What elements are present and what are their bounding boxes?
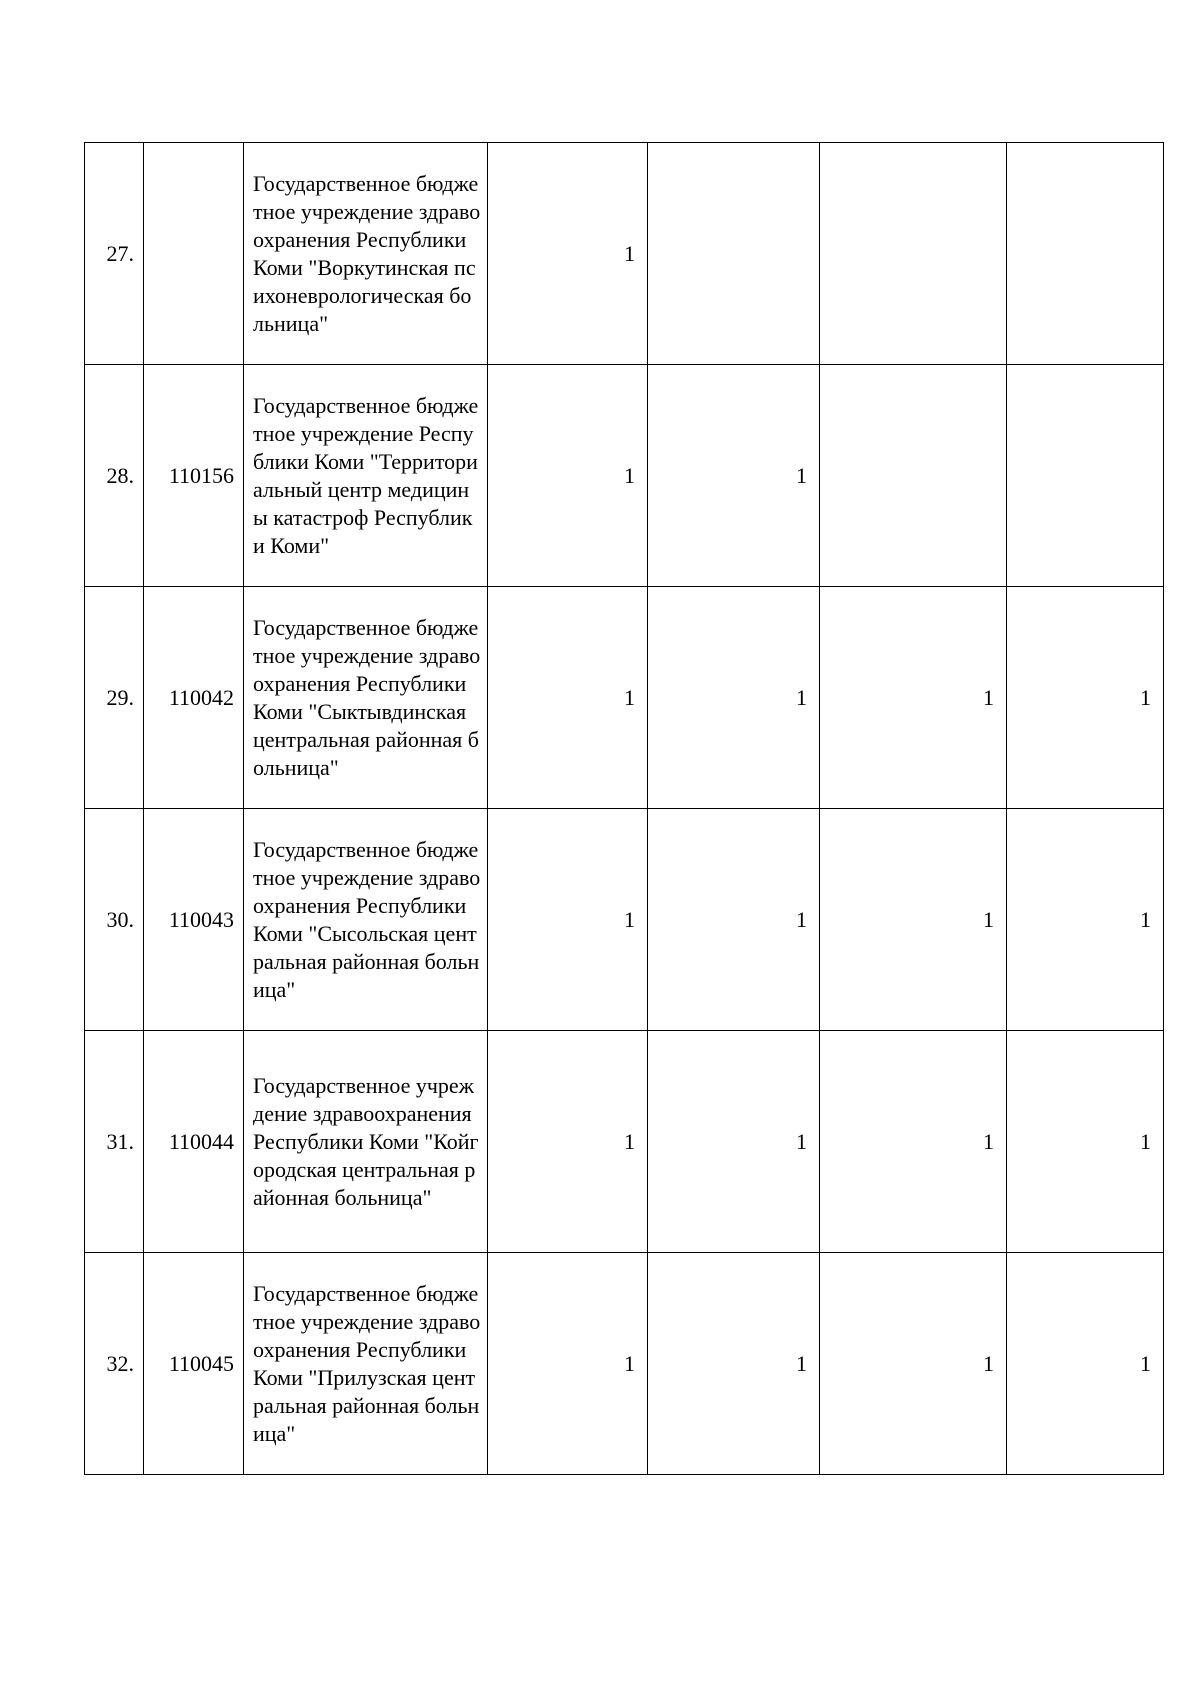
row-value-1: 1: [488, 587, 648, 809]
table-row: [85, 365, 1164, 587]
table-row: [85, 1031, 1164, 1253]
row-value-3: 1: [820, 1031, 1007, 1253]
table-body: [85, 143, 1164, 1475]
document-table: [84, 142, 1164, 1475]
row-value-1: 1: [488, 1253, 648, 1475]
row-value-4: 1: [1007, 1031, 1164, 1253]
row-code: 110044: [144, 1031, 244, 1253]
row-value-4: 1: [1007, 587, 1164, 809]
table-row: [85, 1253, 1164, 1475]
row-value-3: 1: [820, 587, 1007, 809]
row-institution-name: Государственное учреждение здравоохранения Республики Коми "Койгородская центральная районная больница": [244, 1031, 488, 1253]
table-row: [85, 587, 1164, 809]
row-institution-name: Государственное бюджетное учреждение здравоохранения Республики Коми "Сысольская центральная районная больница": [244, 809, 488, 1031]
row-value-3: [820, 143, 1007, 365]
row-institution-name: Государственное бюджетное учреждение здравоохранения Республики Коми "Сыктывдинская центральная районная больница": [244, 587, 488, 809]
row-code: 110043: [144, 809, 244, 1031]
row-value-4: [1007, 365, 1164, 587]
row-value-1: 1: [488, 143, 648, 365]
row-number: 28.: [85, 365, 144, 587]
row-value-1: 1: [488, 365, 648, 587]
row-institution-name: Государственное бюджетное учреждение здравоохранения Республики Коми "Воркутинская психоневрологическая больница": [244, 143, 488, 365]
row-code: 110045: [144, 1253, 244, 1475]
row-number: 29.: [85, 587, 144, 809]
row-value-4: [1007, 143, 1164, 365]
row-value-4: 1: [1007, 809, 1164, 1031]
row-value-2: [648, 143, 820, 365]
row-value-2: 1: [648, 365, 820, 587]
row-value-2: 1: [648, 809, 820, 1031]
row-number: 27.: [85, 143, 144, 365]
row-value-2: 1: [648, 1253, 820, 1475]
row-value-3: 1: [820, 1253, 1007, 1475]
row-value-2: 1: [648, 1031, 820, 1253]
row-value-4: 1: [1007, 1253, 1164, 1475]
row-number: 31.: [85, 1031, 144, 1253]
row-value-1: 1: [488, 1031, 648, 1253]
row-value-1: 1: [488, 809, 648, 1031]
table-row: [85, 143, 1164, 365]
row-number: 30.: [85, 809, 144, 1031]
row-value-3: 1: [820, 809, 1007, 1031]
row-code: 110042: [144, 587, 244, 809]
row-value-2: 1: [648, 587, 820, 809]
table-row: [85, 809, 1164, 1031]
row-number: 32.: [85, 1253, 144, 1475]
row-code: 110156: [144, 365, 244, 587]
row-code: [144, 143, 244, 365]
row-institution-name: Государственное бюджетное учреждение здравоохранения Республики Коми "Прилузская центральная районная больница": [244, 1253, 488, 1475]
row-institution-name: Государственное бюджетное учреждение Республики Коми "Территориальный центр медицины катастроф Республики Коми": [244, 365, 488, 587]
row-value-3: [820, 365, 1007, 587]
